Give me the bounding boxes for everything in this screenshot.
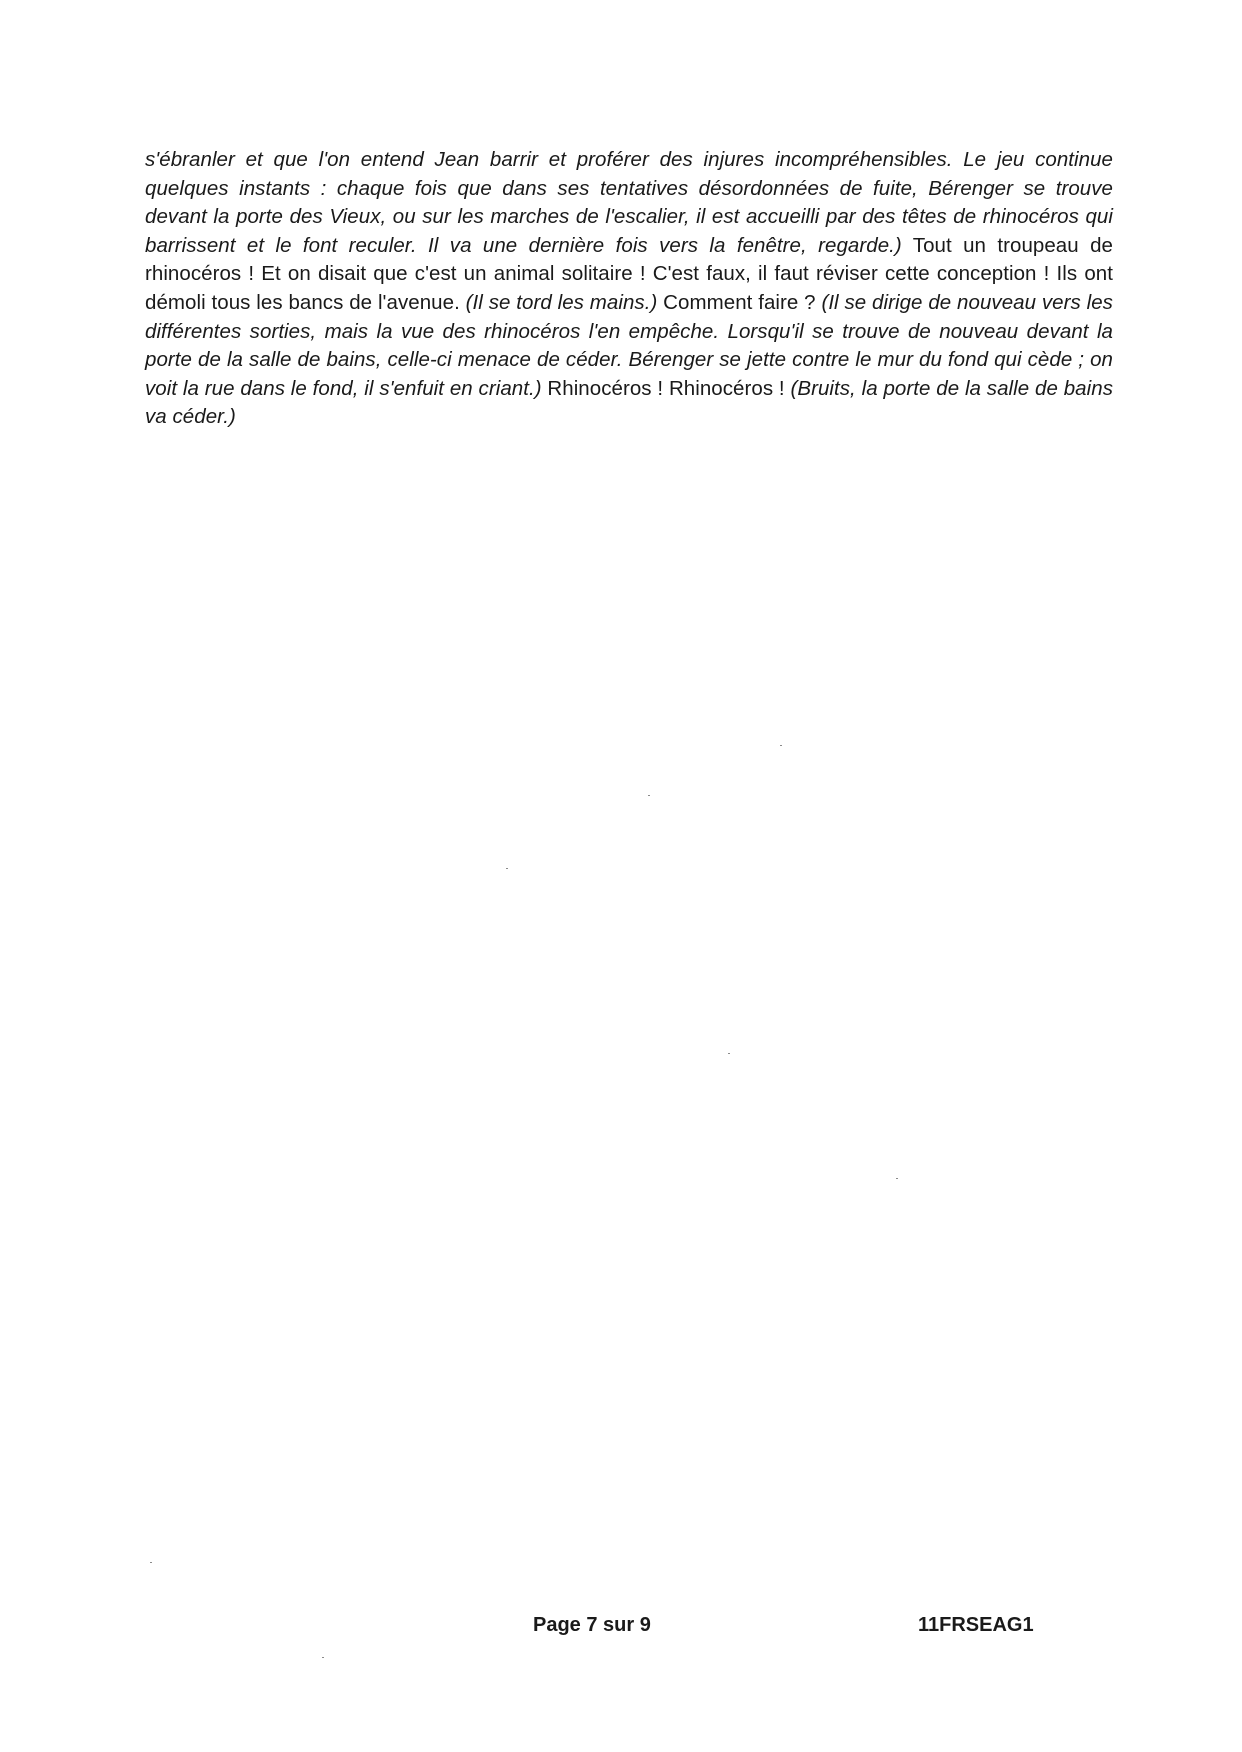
stage-direction: s'ébranler et que l'on entend Jean barrir et proférer des injures incompréhensibles. Le jeu continue quelques instants : chaque fois que dans ses tentatives désordonnées de fuite, Bérenger se trouve devant la porte des Vieux, ou sur les marches de l'escalier, il est accueilli par des têtes de rhinocéros qui barrissent et le font reculer. Il va une dernière fois vers la fenêtre, regarde.) (145, 148, 1113, 257)
scan-speck (506, 868, 508, 869)
stage-direction: (Il se dirige de nouveau vers les différentes sorties, mais la vue des rhinocéros l'en empêche. Lorsqu'il se trouve de nouveau devant la porte de la salle de bains, celle-ci menace de céder. Bérenger se jette contre le mur du fond qui cède ; on voit la rue dans le fond, il s'enfuit en criant.) (145, 290, 1113, 400)
stage-direction: (Bruits, la porte de la salle de bains va céder.) (145, 376, 1113, 429)
stage-direction: (Il se tord les mains.) (465, 290, 658, 314)
page-number: Page 7 sur 9 (533, 1614, 651, 1636)
body-paragraph (145, 146, 1113, 432)
dialogue-text: Tout un troupeau de rhinocéros ! Et on disait que c'est un animal solitaire ! C'est faux, il faut réviser cette conception ! Ils ont démoli tous les bancs de l'avenue. (145, 233, 1113, 314)
scan-speck (648, 795, 650, 796)
dialogue-text: Comment faire ? (657, 290, 822, 314)
dialogue-text: Rhinocéros ! Rhinocéros ! (541, 376, 791, 400)
scan-speck (896, 1178, 898, 1179)
scan-speck (780, 745, 782, 746)
scan-speck (322, 1657, 324, 1658)
scan-speck (150, 1562, 152, 1563)
document-code: 11FRSEAG1 (918, 1614, 1034, 1636)
scan-speck (728, 1053, 730, 1054)
